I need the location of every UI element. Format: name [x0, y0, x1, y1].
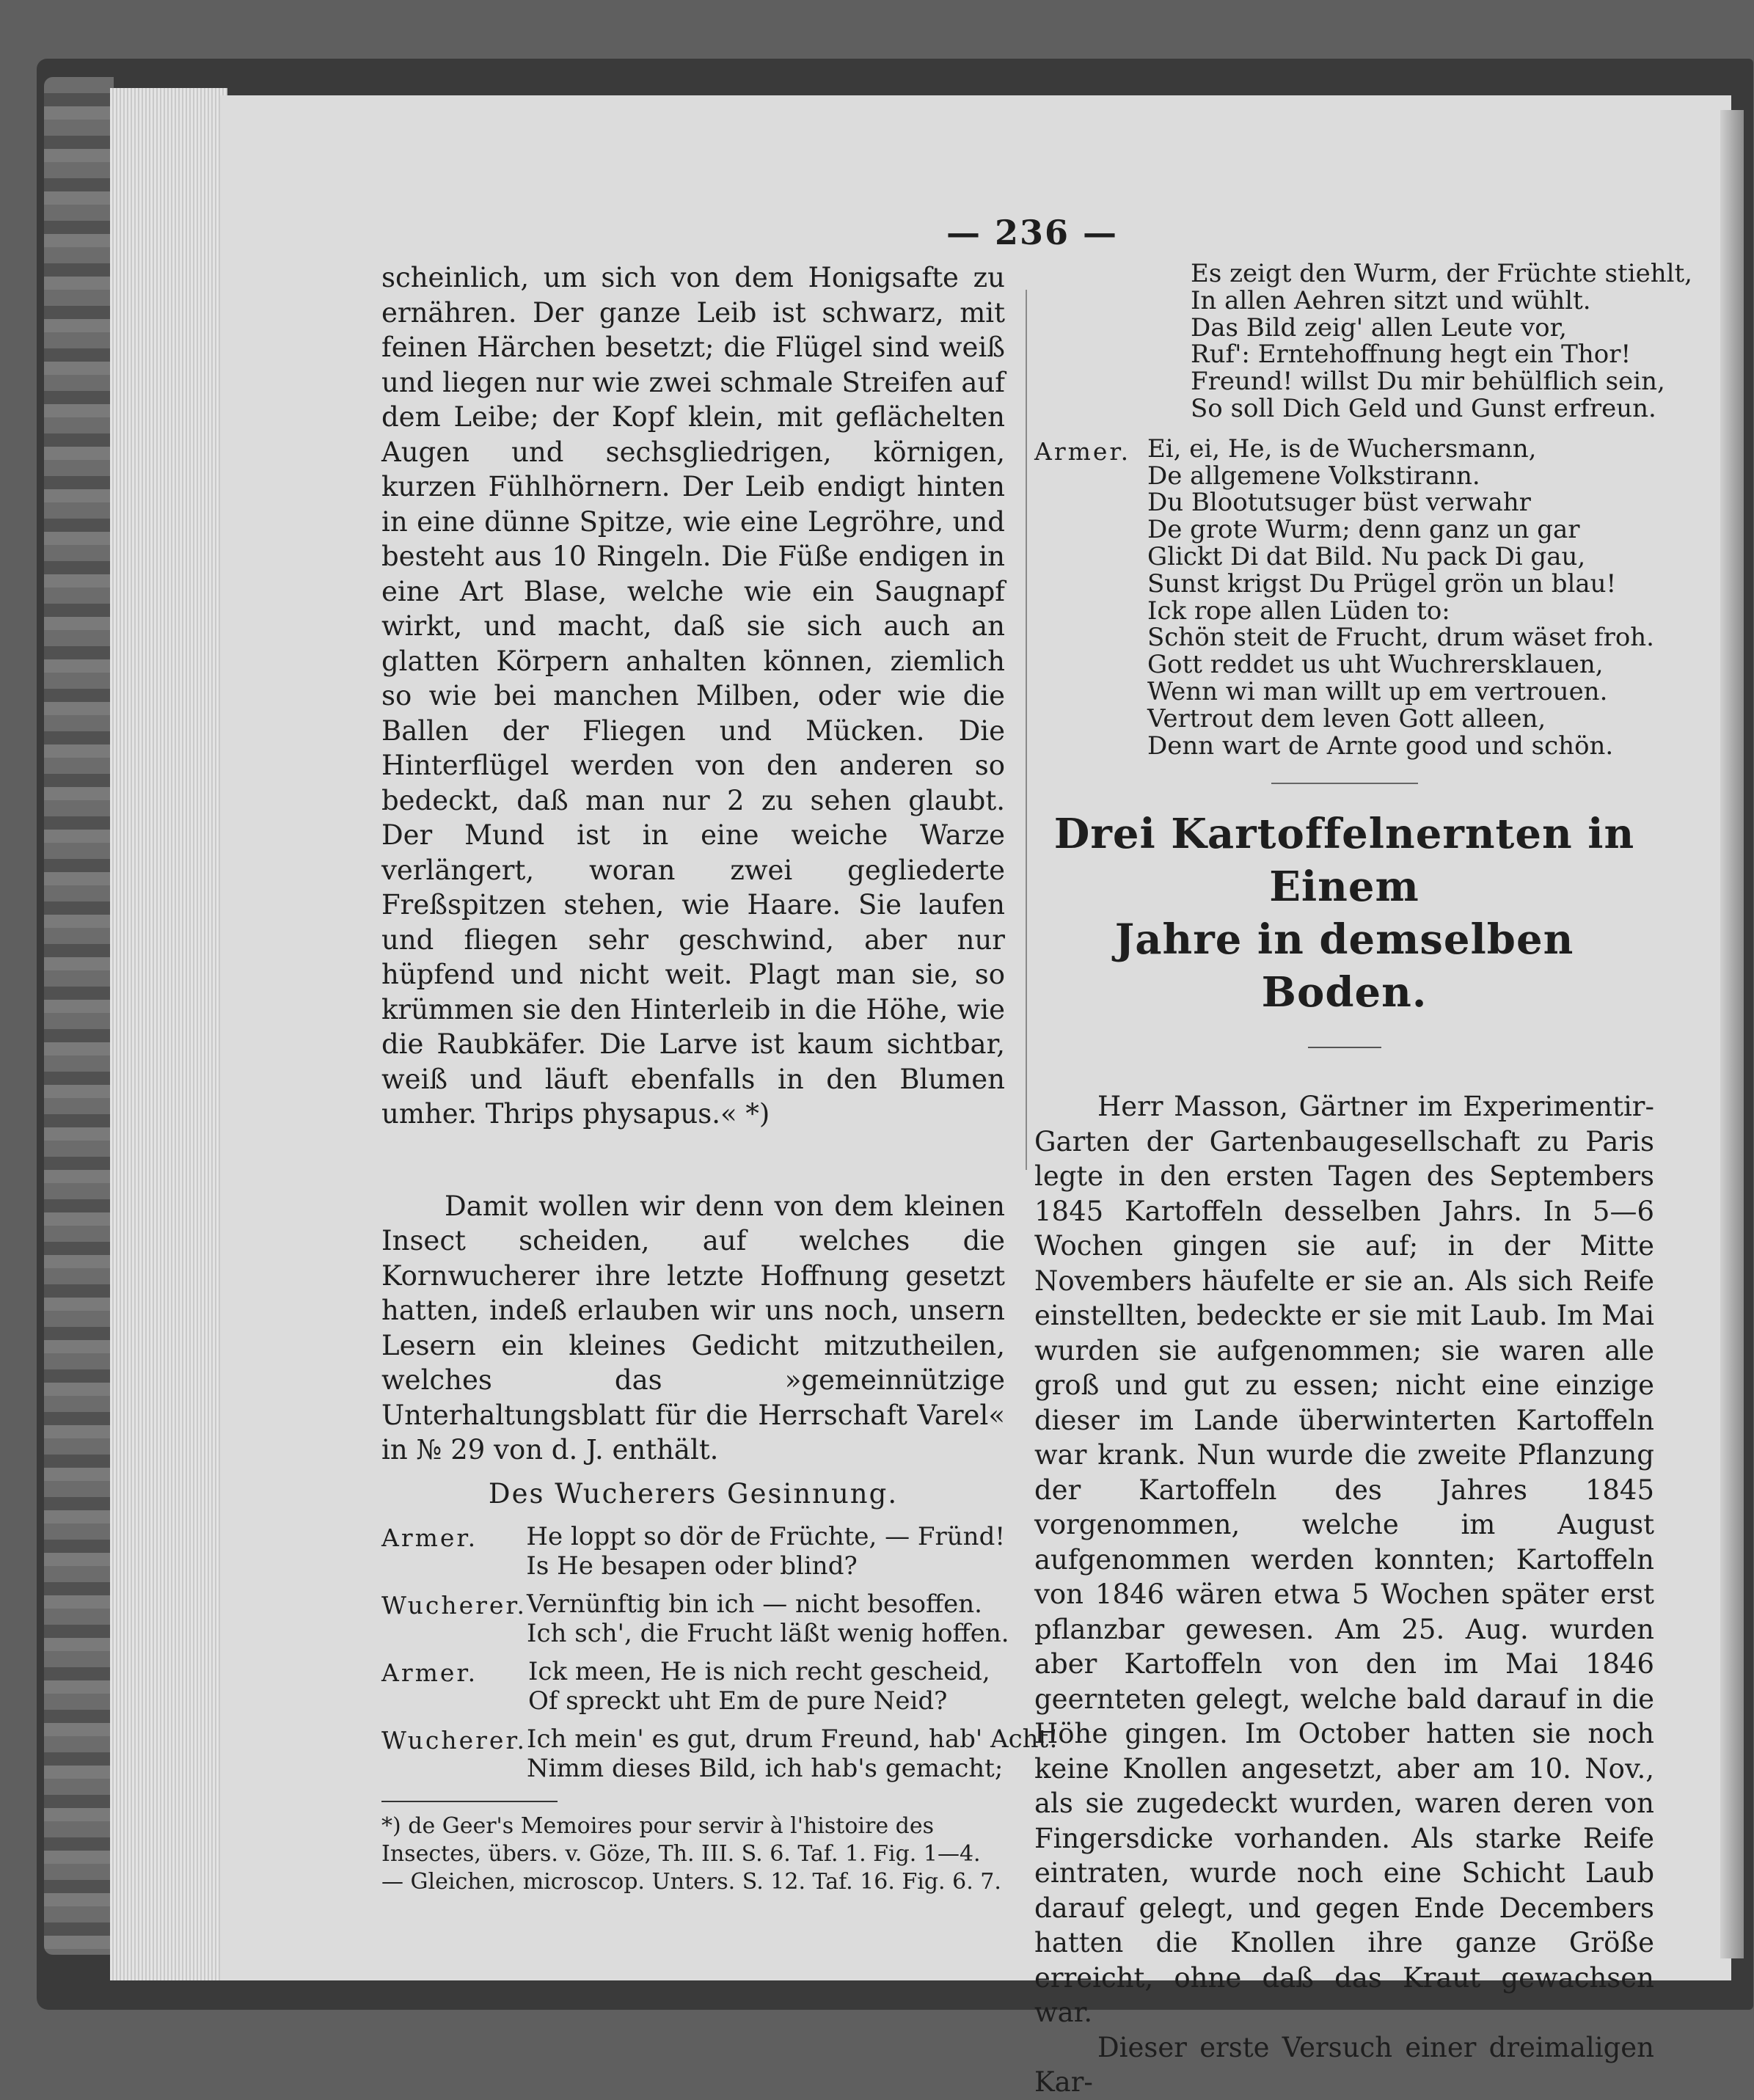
verse-line: Ick rope allen Lüden to: [1147, 596, 1450, 626]
poem-dialogue [381, 1521, 1059, 1783]
speaker-label: Armer. [381, 1523, 478, 1552]
article-title-line-2: Jahre in demselben Boden. [1114, 915, 1574, 1017]
verse-line: Nimm dieses Bild, ich hab's gemacht; [527, 1753, 1004, 1783]
verse-line: Freund! willst Du mir behülflich sein, [1191, 367, 1665, 397]
verse-line: Ich sch', die Frucht läßt wenig hoffen. [527, 1618, 1009, 1648]
column-divider [1026, 290, 1027, 1170]
left-paragraph-1: scheinlich, um sich von dem Honigsafte zu ernähren. Der ganze Leib ist schwarz, mit feinen Härchen besetzt; die Flügel sind weiß und liegen nur wie zwei schmale Streifen auf dem Leibe; der Kopf klein, mit geflächelten Augen und sechsgliedrigen, körnigen, kurzen Fühlhörnern. Der Leib endigt hinten in eine dünne Spitze, wie eine Legröhre, und besteht aus 10 Ringeln. Die Füße endigen in eine Art Blase, welche wie ein Saugnapf wirkt, und macht, daß sie sich auch an glatten Körpern anhalten können, ziemlich so wie bei manchen Milben, oder wie die Ballen der Fliegen und Mücken. Die Hinterflügel werden von den anderen so bedeckt, daß man nur 2 zu sehen glaubt. Der Mund ist in eine weiche Warze verlängert, woran zwei gegliederte Freßspitzen stehen, wie Haare. Sie laufen und fliegen sehr geschwind, aber nur hüpfend und nicht weit. Plagt man sie, so krümmen sie den Hinterleib in die Höhe, wie die Raubkäfer. Die Larve ist kaum sichtbar, weiß und läuft ebenfalls in den Blumen umher. Thrips physapus.« *) [381, 262, 1005, 1130]
footnote: *) de Geer's Memoires pour servir à l'histoire des Insectes, übers. v. Göze, Th. III. S. 6. Taf. 1. Fig. 1—4. — Gleichen, microscop. Unters. S. 12. Taf. 16. Fig. 6. 7. [381, 1812, 1001, 1895]
verse-line: Glickt Di dat Bild. Nu pack Di gau, [1147, 541, 1586, 571]
speaker-label: Armer. [1034, 436, 1131, 466]
stanza [381, 1724, 1059, 1783]
section-rule [1271, 783, 1418, 784]
stanza [1034, 433, 1654, 761]
verse-line: Ruf': Erntehoffnung hegt ein Thor! [1191, 340, 1631, 370]
verse-line: Denn wart de Arnte good und schön. [1147, 731, 1614, 761]
footnote-rule [381, 1801, 558, 1802]
right-column [1034, 259, 1692, 2100]
left-column [381, 260, 1059, 1896]
verse-line: Of spreckt uht Em de pure Neid? [528, 1686, 948, 1716]
stanza [381, 1589, 1009, 1648]
page-edges [110, 88, 227, 1980]
left-paragraph-2: Damit wollen wir denn von dem kleinen Insect scheiden, auf welches die Kornwucherer ihre letzte Hoffnung gesetzt hatten, indeß erlauben wir uns noch, unsern Lesern ein kleines Gedicht mitzutheilen, welches das »gemeinnützige Unterhaltungsblatt für die Herrschaft Varel« in № 29 von d. J. enthält. [381, 1190, 1005, 1466]
speaker-label: Wucherer. [381, 1725, 527, 1755]
stanza [381, 1657, 1005, 1716]
poem-continuation [1034, 259, 1692, 423]
page-number: — 236 — [946, 213, 1119, 252]
poem-title: Des Wucherers Gesinnung. [488, 1477, 899, 1510]
verse-line: In allen Aehren sitzt und wühlt. [1191, 285, 1591, 315]
verse-line: Du Blootutsuger büst verwahr [1147, 488, 1531, 518]
verse-line: Gott reddet us uht Wuchrersklauen, [1147, 650, 1604, 680]
article-title-line-1: Drei Kartoffelnernten in Einem [1053, 810, 1635, 912]
verse-line: Es zeigt den Wurm, der Früchte stiehlt, [1191, 259, 1692, 288]
spacer [381, 1132, 1005, 1189]
right-paragraph-1: Herr Masson, Gärtner im Experimentir-Garten der Gartenbaugesellschaft zu Paris legte in den ersten Tagen des Septembers 1845 Kartoffeln desselben Jahrs. In 5—6 Wochen gingen sie auf; in der Mitte Novembers häufelte er sie an. Als sich Reife einstellten, bedeckte er sie mit Laub. Im Mai wurden sie aufgenommen; sie waren alle groß und gut zu essen; nicht eine einzige dieser im Lande überwinterten Kartoffeln war krank. Nun wurde die zweite Pflanzung der Kartoffeln des Jahres 1845 vorgenommen, welche im August aufgenommen werden konnten; Kartoffeln von 1846 wären etwa 5 Wochen später erst pflanzbar gewesen. Am 25. Aug. wurden aber Kartoffeln von den im Mai 1846 geernteten gelegt, welche bald darauf in die Höhe gingen. Im October hatten sie noch keine Knollen angesetzt, aber am 10. Nov., als sie zugedeckt wurden, waren deren von Fingersdicke vorhanden. Als starke Reife eintraten, wurde noch eine Schicht Laub darauf gelegt, und gegen Ende Decembers hatten die Knollen ihre ganze Größe erreicht, ohne daß das Kraut gewachsen war. [1034, 1091, 1654, 2029]
verse-line: Is He besapen oder blind? [526, 1551, 858, 1581]
article-title [1034, 808, 1654, 1019]
verse-line: So soll Dich Geld und Gunst erfreun. [1191, 393, 1656, 423]
verse-line: Wenn wi man willt up em vertrouen. [1147, 676, 1608, 706]
verse-line: Das Bild zeig' allen Leute vor, [1191, 312, 1567, 343]
book-spine [44, 77, 114, 1955]
page-curl-edge [1720, 110, 1744, 1958]
verse-line: De allgemene Volkstirann. [1147, 461, 1480, 491]
stanza [381, 1522, 1005, 1581]
verse-line: Vernünftig bin ich — nicht besoffen. [527, 1589, 982, 1619]
verse-line: De grote Wurm; denn ganz un gar [1147, 515, 1580, 545]
verse-line: Sunst krigst Du Prügel grön un blau! [1147, 568, 1617, 599]
verse-line: He loppt so dör de Früchte, — Fründ! [526, 1521, 1005, 1551]
verse-line: Ich mein' es gut, drum Freund, hab' Acht! [527, 1724, 1059, 1754]
right-paragraph-2: Dieser erste Versuch einer dreimaligen Kar- [1034, 2031, 1654, 2099]
speaker-label: Armer. [381, 1658, 478, 1687]
speaker-label: Wucherer. [381, 1590, 527, 1620]
verse-line: Schön steit de Frucht, drum wäset froh. [1147, 623, 1654, 653]
title-rule [1308, 1047, 1381, 1048]
verse-line: Vertrout dem leven Gott alleen, [1147, 703, 1546, 733]
verse-line: Ick meen, He is nich recht gescheid, [528, 1656, 990, 1686]
verse-line: Ei, ei, He, is de Wuchersmann, [1147, 433, 1537, 464]
